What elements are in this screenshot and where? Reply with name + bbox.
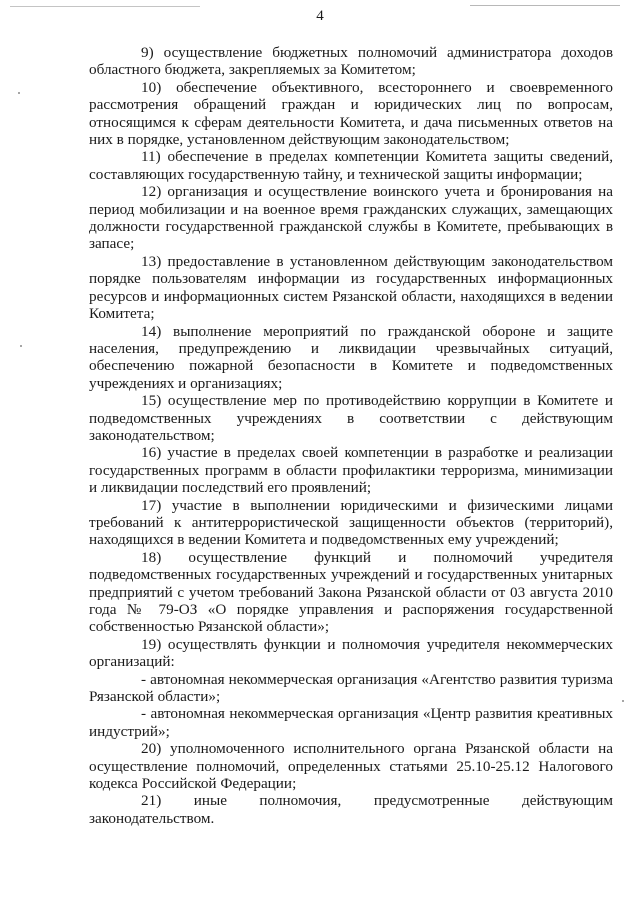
scan-artifact-dot xyxy=(20,345,22,347)
item-14: 14) выполнение мероприятий по гражданской обороне и защите населения, предупреждению и ликвидации чрезвычайных ситуаций, обеспечению пожарной безопасности в Комитете и подведомственных учреждениях и организациях; xyxy=(89,322,613,392)
scan-artifact-top-left xyxy=(10,6,200,7)
item-17: 17) участие в выполнении юридическими и физическими лицами требований к антитеррористической защищенности объектов (территорий), находящихся в ведении Комитета и подведомственных ему учреждений; xyxy=(89,496,613,549)
scan-artifact-top-right xyxy=(470,5,620,6)
item-19-sub-creative-center: - автономная некоммерческая организация «Центр развития креативных индустрий»; xyxy=(89,705,613,740)
item-20: 20) уполномоченного исполнительного органа Рязанской области на осуществление полномочий, определенных статьями 25.10-25.12 Налогового кодекса Российской Федерации; xyxy=(89,740,613,793)
item-13: 13) предоставление в установленном действующим законодательством порядке пользователям информации из государственных информационных ресурсов и информационных систем Рязанской области, находящихся в ведении Комитета; xyxy=(89,252,613,323)
item-19-sub-tourism-agency: - автономная некоммерческая организация «Агентство развития туризма Рязанской области»; xyxy=(89,670,613,706)
item-21: 21) иные полномочия, предусмотренные действующим законодательством. xyxy=(89,792,613,827)
item-9: 9) осуществление бюджетных полномочий администратора доходов областного бюджета, закрепляемых за Комитетом; xyxy=(89,44,613,79)
item-19: 19) осуществлять функции и полномочия учредителя некоммерческих организаций: xyxy=(89,635,613,671)
item-12: 12) организация и осуществление воинского учета и бронирования на период мобилизации и на военное время гражданских служащих, замещающих должности государственной гражданской службы в Комитете, пребывающих в запасе; xyxy=(89,183,613,253)
item-18: 18) осуществление функций и полномочий учредителя подведомственных государственных учреждений и государственных унитарных предприятий с учетом требований Закона Рязанской области от 03 августа 2010 года № 79-ОЗ «О порядке управления и распоряжения государственной собственностью Рязанской области»; xyxy=(89,548,613,636)
item-11: 11) обеспечение в пределах компетенции Комитета защиты сведений, составляющих государственную тайну, и технической защиты информации; xyxy=(89,148,613,183)
document-body xyxy=(89,44,613,827)
page-number: 4 xyxy=(316,8,324,24)
item-16: 16) участие в пределах своей компетенции в разработке и реализации государственных программ в области профилактики терроризма, минимизации и ликвидации последствий его проявлений; xyxy=(89,444,613,497)
item-10: 10) обеспечение объективного, всестороннего и своевременного рассмотрения обращений граждан и юридических лиц по вопросам, относящимся к сферам деятельности Комитета, и дача письменных ответов на них в порядке, установленном действующим законодательством; xyxy=(89,78,613,149)
scan-artifact-dot xyxy=(18,92,20,94)
scan-artifact-dot xyxy=(622,700,624,702)
item-15: 15) осуществление мер по противодействию коррупции в Комитете и подведомственных учреждениях в соответствии с действующим законодательством; xyxy=(89,392,613,444)
